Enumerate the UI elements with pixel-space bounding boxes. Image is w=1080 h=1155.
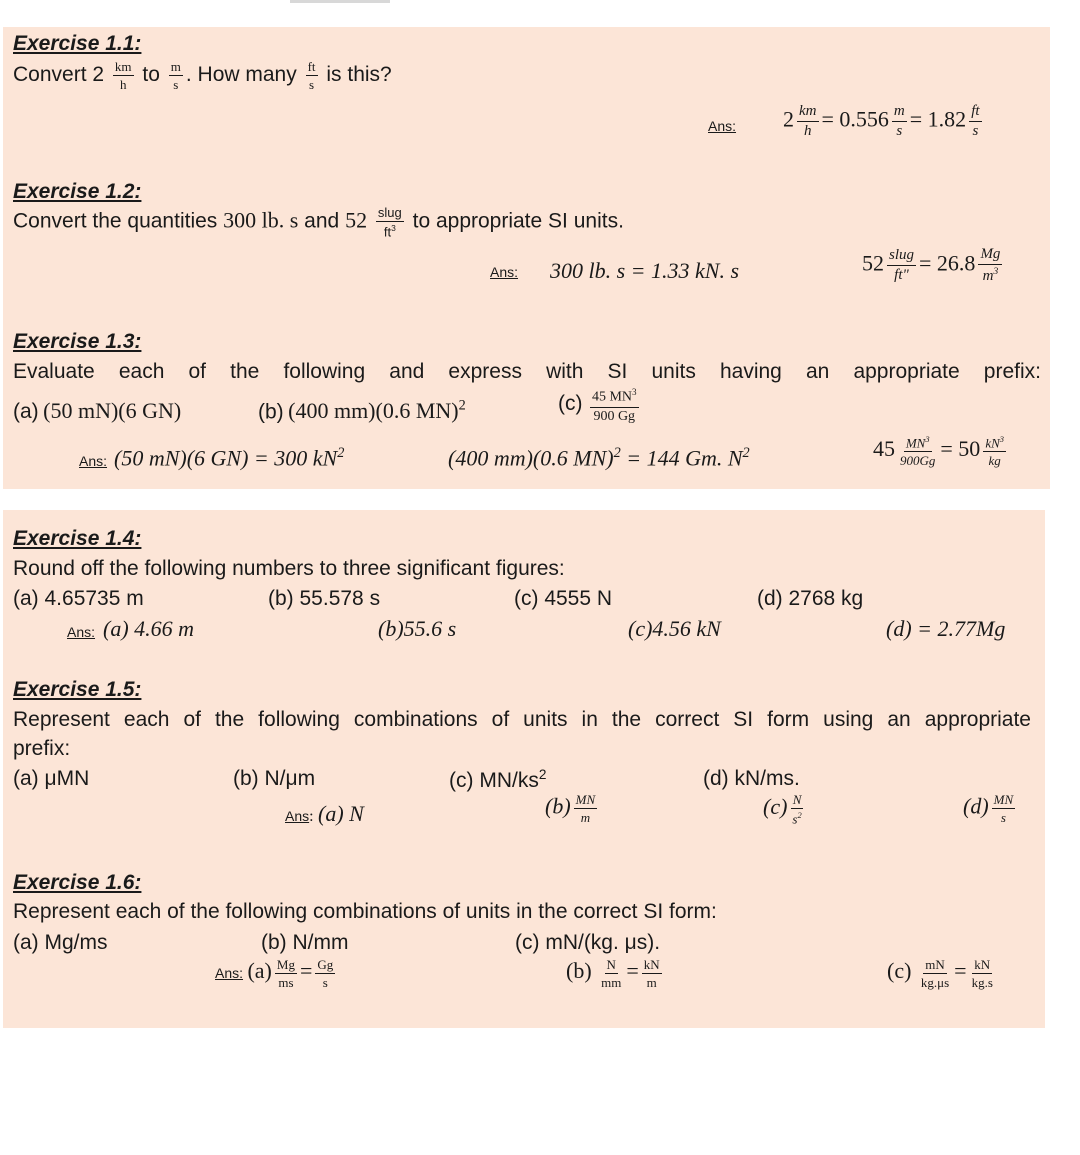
exercise-1-3-answer-b: (400 mm)(0.6 MN)$^2$ = 144 Gm. $N^2$	[448, 445, 750, 471]
exercise-1-6-question: Represent each of the following combinations of units in the correct SI form:	[13, 900, 717, 923]
fraction-kn-kg-s: $\frac{kN}{kg.s}$	[971, 957, 993, 991]
fraction-ft-s: $\frac{ft}{s}$	[971, 103, 980, 139]
fraction-m-per-s: $\frac{m}{s}$	[170, 59, 181, 92]
exercise-1-2-heading: Exercise 1.2:	[13, 180, 142, 203]
exercise-1-5-part-d: (d) kN/ms.	[703, 767, 800, 790]
fraction-slug-ft: $\frac{\text{slug}}{ft"}$	[889, 247, 915, 283]
fraction-m-s: $\frac{m}{s}$	[893, 103, 905, 139]
fraction-mn-m: $\frac{MN}{m}$	[575, 792, 596, 825]
answer-label: Ans:	[79, 453, 108, 469]
exercise-1-5-part-c: (c) $MN/ks^2$	[449, 767, 547, 792]
exercise-1-1-heading: Exercise 1.1:	[13, 32, 142, 55]
fraction-ft-per-s: $\frac{ft}{s}$	[307, 59, 316, 92]
exercise-1-3-question: Evaluate each of the following and express with SI units having an appropriate prefix:	[13, 360, 1041, 383]
exercise-1-5-answer-a: Ans: (a) N	[285, 801, 364, 826]
q-word: Convert	[13, 63, 87, 87]
exercise-1-6-answer-a: Ans: (a) $\frac{Mg}{ms}$ = $\frac{Gg}{s}$	[215, 957, 334, 991]
fraction-slug-per-ft3: $\frac{\text{slug}}{ft^3}$	[377, 205, 402, 240]
exercise-1-3-part-b: (b) (400 mm)(0.6 MN)$^2$	[258, 398, 466, 424]
exercise-1-3-answer-c: 45 $\frac{MN^3}{900Gg}$ = 50 $\frac{kN^3}{kg}$	[873, 434, 1004, 469]
exercise-1-5-answer-d: (d) $\frac{MN}{s}$	[963, 792, 1014, 825]
exercise-1-4-question: Round off the following numbers to three significant figures:	[13, 557, 565, 580]
fraction-mn3-900gg: $\frac{MN^3}{900Gg}$	[900, 434, 936, 469]
fraction-45mn3-900gg: $\frac{45 MN^3}{900 Gg}$	[591, 387, 637, 424]
q-how-many: . How many	[185, 63, 297, 87]
exercise-1-6-part-b: (b) N/mm	[261, 931, 349, 954]
exercise-1-6-heading: Exercise 1.6:	[13, 871, 142, 894]
answer-label: Ans:	[215, 965, 244, 981]
answer-label: Ans:	[67, 624, 96, 640]
fraction-km-h: $\frac{km}{h}$	[799, 103, 817, 139]
exercise-1-5-part-b: (b) N/μm	[233, 767, 316, 790]
exercise-1-1-question	[13, 60, 392, 91]
exercise-1-3-answer-a: (50 mN)(6 GN) = 300 $kN^2$	[114, 445, 345, 471]
exercise-1-3-part-a: (a) (50 mN)(6 GN)	[13, 398, 182, 423]
exercise-1-4-part-d: (d) 2768 kg	[757, 587, 864, 610]
exercise-1-5-answer-b: (b) $\frac{MN}{m}$	[545, 792, 596, 825]
exercise-1-5-question-line1: Represent each of the following combinations of units in the correct SI form using an appropriate	[13, 708, 1031, 731]
exercise-1-4-part-a: (a) 4.65735 m	[13, 587, 144, 610]
fraction-n-mm: $\frac{N}{mm}$	[601, 957, 622, 991]
fraction-mn-s: $\frac{MN}{s}$	[993, 792, 1014, 825]
exercise-1-6-answer-c: (c) $\frac{mN}{kg.\mu s}$ = $\frac{kN}{kg.s}$	[887, 957, 993, 991]
q-value: 2	[92, 63, 105, 87]
q-tail: is this?	[326, 63, 392, 87]
exercise-1-4-answer-b: (b)55.6 s	[378, 616, 457, 641]
exercise-1-4-heading: Exercise 1.4:	[13, 527, 142, 550]
fraction-gg-s: $\frac{Gg}{s}$	[317, 957, 334, 991]
exercise-1-4-answer-c: (c)4.56 kN	[628, 616, 721, 641]
exercise-1-1-answer: 2 $\frac{km}{h}$ = 0.556 $\frac{m}{s}$ = 1.82 $\frac{ft}{s}$	[783, 103, 980, 139]
exercise-1-2-question: Convert the quantities 300 lb. s and 52 $\frac{\text{slug}}{ft^3}$ to appropriate SI units.	[13, 205, 624, 240]
exercise-1-2-answer-b: 52 $\frac{\text{slug}}{ft"}$ = 26.8 $\frac{Mg}{m^3}$	[862, 246, 1001, 284]
exercise-1-4-answer-a: (a) 4.66 m	[103, 616, 195, 641]
exercise-1-4-answer-d: (d) = 2.77Mg	[886, 616, 1006, 641]
exercise-1-2-answer-a: 300 lb. s = 1.33 kN. s	[550, 258, 740, 283]
fraction-n-s2: $\frac{N}{s^2}$	[792, 792, 802, 827]
exercise-1-4-part-c: (c) 4555 N	[514, 587, 613, 610]
q-to: to	[142, 63, 160, 87]
exercise-1-5-part-a: (a) μMN	[13, 767, 90, 790]
exercise-1-6-answer-b: (b) $\frac{N}{mm}$ = $\frac{kN}{m}$	[566, 957, 660, 991]
answer-label: Ans:	[708, 118, 737, 134]
exercise-1-6-part-a: (a) Mg/ms	[13, 931, 108, 954]
exercise-1-5-heading: Exercise 1.5:	[13, 678, 142, 701]
exercise-1-5-answer-c: (c) $\frac{N}{s^2}$	[763, 792, 802, 827]
exercise-1-5-question-line2: prefix:	[13, 737, 71, 760]
exercise-1-3-part-c: (c) $\frac{45 MN^3}{900 Gg}$	[558, 387, 637, 424]
exercise-1-4-part-b: (b) 55.578 s	[268, 587, 381, 610]
fraction-mg-ms: $\frac{Mg}{ms}$	[276, 957, 295, 991]
fraction-km-per-h: $\frac{km}{h}$	[114, 59, 132, 92]
fraction-mn-kg-us: $\frac{mN}{kg.\mu s}$	[920, 957, 950, 991]
fraction-mg-m3: $\frac{Mg}{m^3}$	[980, 246, 1001, 284]
fraction-kn3-kg: $\frac{kN^3}{kg}$	[985, 434, 1004, 469]
answer-label: Ans:	[490, 264, 519, 280]
top-crop-remnant	[290, 0, 390, 3]
exercise-1-6-part-c: (c) mN/(kg. μs).	[515, 931, 661, 954]
exercise-1-3-heading: Exercise 1.3:	[13, 330, 142, 353]
answer-label: Ans	[285, 808, 310, 824]
fraction-kn-m: $\frac{kN}{m}$	[643, 957, 660, 991]
